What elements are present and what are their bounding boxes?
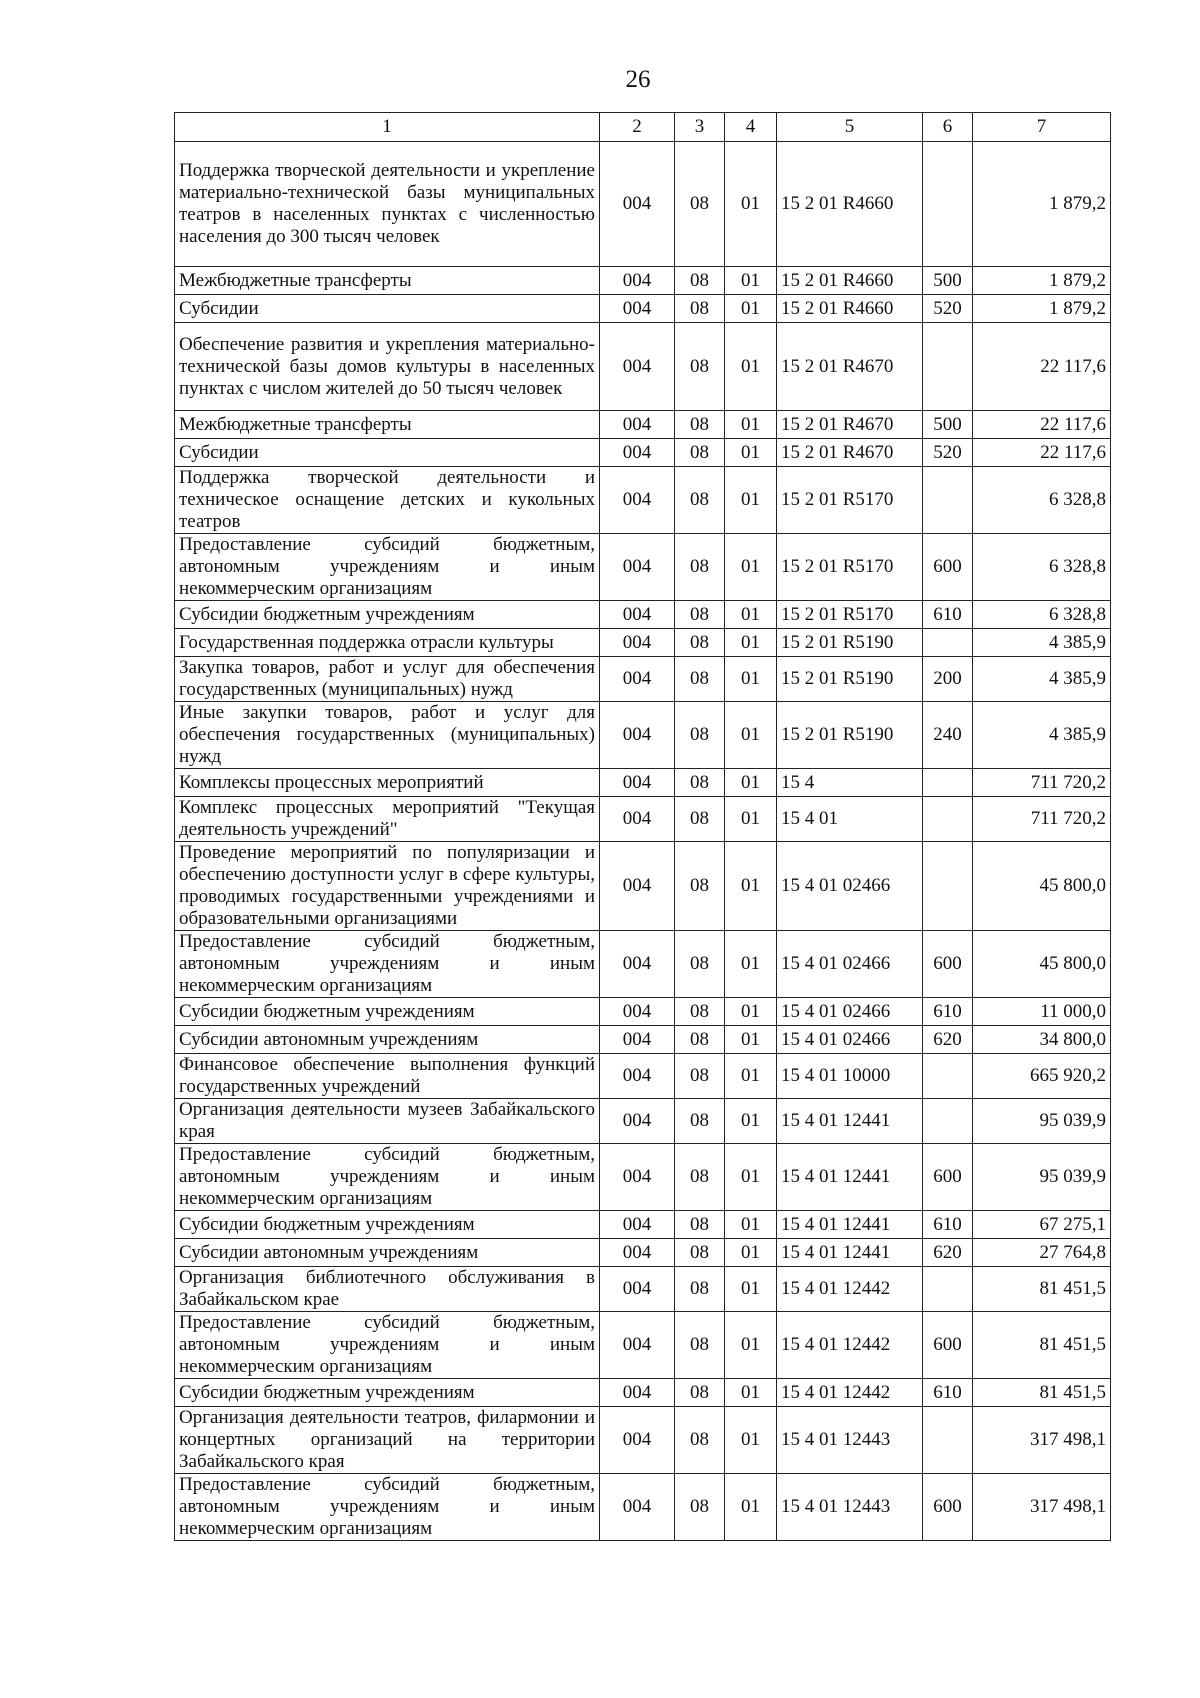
row-subsection-code: 01 [725,1267,777,1312]
row-grbs-code: 004 [600,1099,675,1144]
row-description: Субсидии [175,439,600,467]
row-section-code: 08 [675,267,725,295]
row-amount: 81 451,5 [973,1379,1111,1407]
row-grbs-code: 004 [600,1312,675,1379]
row-description: Субсидии бюджетным учреждениям [175,1211,600,1239]
row-amount: 6 328,8 [973,467,1111,534]
table-header-row [175,113,1111,142]
row-target-article: 15 2 01 R5190 [777,702,923,769]
page-number: 26 [625,66,651,93]
row-section-code: 08 [675,797,725,842]
row-subsection-code: 01 [725,467,777,534]
row-amount: 95 039,9 [973,1144,1111,1211]
row-expense-type [923,842,973,931]
row-description: Субсидии бюджетным учреждениям [175,998,600,1026]
row-grbs-code: 004 [600,411,675,439]
row-grbs-code: 004 [600,534,675,601]
row-description: Комплекс процессных мероприятий "Текущая деятельность учреждений" [175,797,600,842]
row-section-code: 08 [675,411,725,439]
row-target-article: 15 2 01 R4670 [777,411,923,439]
row-description: Предоставление субсидий бюджетным, автономным учреждениям и иным некоммерческим организациям [175,1144,600,1211]
row-subsection-code: 01 [725,629,777,657]
row-subsection-code: 01 [725,1239,777,1267]
row-subsection-code: 01 [725,1379,777,1407]
row-section-code: 08 [675,931,725,998]
row-grbs-code: 004 [600,295,675,323]
row-amount: 95 039,9 [973,1099,1111,1144]
row-amount: 4 385,9 [973,702,1111,769]
row-target-article: 15 4 01 02466 [777,1026,923,1054]
row-section-code: 08 [675,1099,725,1144]
row-expense-type: 620 [923,1026,973,1054]
row-subsection-code: 01 [725,1099,777,1144]
row-target-article: 15 4 01 12441 [777,1211,923,1239]
row-grbs-code: 004 [600,1239,675,1267]
row-subsection-code: 01 [725,998,777,1026]
row-expense-type [923,1407,973,1474]
row-description: Иные закупки товаров, работ и услуг для обеспечения государственных (муниципальных) нужд [175,702,600,769]
row-section-code: 08 [675,769,725,797]
row-grbs-code: 004 [600,931,675,998]
row-target-article: 15 4 01 12441 [777,1099,923,1144]
row-grbs-code: 004 [600,467,675,534]
row-target-article: 15 2 01 R5190 [777,657,923,702]
table-row [175,467,1111,534]
row-expense-type: 610 [923,1379,973,1407]
column-header-7: 7 [973,113,1111,142]
row-grbs-code: 004 [600,629,675,657]
row-description: Комплексы процессных мероприятий [175,769,600,797]
row-expense-type: 520 [923,295,973,323]
table-row [175,797,1111,842]
table-body [175,142,1111,1541]
table-row [175,1099,1111,1144]
row-grbs-code: 004 [600,1267,675,1312]
row-expense-type [923,629,973,657]
row-grbs-code: 004 [600,1211,675,1239]
row-description: Субсидии автономным учреждениям [175,1239,600,1267]
row-target-article: 15 4 01 [777,797,923,842]
row-expense-type: 600 [923,1312,973,1379]
row-description: Субсидии бюджетным учреждениям [175,1379,600,1407]
table-row [175,439,1111,467]
table-row [175,1144,1111,1211]
table-row [175,267,1111,295]
row-target-article: 15 2 01 R4670 [777,439,923,467]
table-row [175,769,1111,797]
row-subsection-code: 01 [725,411,777,439]
row-target-article: 15 4 01 12442 [777,1267,923,1312]
row-subsection-code: 01 [725,769,777,797]
row-section-code: 08 [675,439,725,467]
row-target-article: 15 4 01 02466 [777,842,923,931]
row-section-code: 08 [675,1239,725,1267]
row-section-code: 08 [675,998,725,1026]
row-description: Предоставление субсидий бюджетным, автономным учреждениям и иным некоммерческим организациям [175,534,600,601]
row-expense-type [923,769,973,797]
row-grbs-code: 004 [600,439,675,467]
table-row [175,629,1111,657]
table-row [175,1407,1111,1474]
row-amount: 665 920,2 [973,1054,1111,1099]
row-section-code: 08 [675,534,725,601]
row-target-article: 15 2 01 R5190 [777,629,923,657]
table-row [175,295,1111,323]
row-grbs-code: 004 [600,1379,675,1407]
column-header-1: 1 [175,113,600,142]
row-grbs-code: 004 [600,769,675,797]
row-target-article: 15 4 01 12443 [777,1474,923,1541]
column-header-2: 2 [600,113,675,142]
table-row [175,411,1111,439]
row-target-article: 15 4 01 12443 [777,1407,923,1474]
row-section-code: 08 [675,1267,725,1312]
row-amount: 317 498,1 [973,1474,1111,1541]
row-grbs-code: 004 [600,1407,675,1474]
row-amount: 22 117,6 [973,439,1111,467]
row-subsection-code: 01 [725,1407,777,1474]
row-section-code: 08 [675,295,725,323]
row-expense-type: 620 [923,1239,973,1267]
row-expense-type [923,323,973,411]
table-row [175,142,1111,267]
table-row [175,998,1111,1026]
row-expense-type [923,797,973,842]
row-description: Субсидии бюджетным учреждениям [175,601,600,629]
row-description: Предоставление субсидий бюджетным, автономным учреждениям и иным некоммерческим организациям [175,1474,600,1541]
row-expense-type: 610 [923,601,973,629]
row-grbs-code: 004 [600,267,675,295]
table-row [175,1026,1111,1054]
column-header-6: 6 [923,113,973,142]
row-grbs-code: 004 [600,323,675,411]
row-subsection-code: 01 [725,1211,777,1239]
row-section-code: 08 [675,657,725,702]
row-section-code: 08 [675,629,725,657]
row-description: Государственная поддержка отрасли культуры [175,629,600,657]
row-amount: 711 720,2 [973,769,1111,797]
table-row [175,1474,1111,1541]
row-section-code: 08 [675,1312,725,1379]
row-description: Организация библиотечного обслуживания в Забайкальском крае [175,1267,600,1312]
row-description: Межбюджетные трансферты [175,267,600,295]
row-amount: 22 117,6 [973,411,1111,439]
row-target-article: 15 2 01 R4660 [777,267,923,295]
row-target-article: 15 2 01 R4670 [777,323,923,411]
row-section-code: 08 [675,323,725,411]
row-subsection-code: 01 [725,323,777,411]
row-description: Поддержка творческой деятельности и техническое оснащение детских и кукольных театров [175,467,600,534]
row-subsection-code: 01 [725,1312,777,1379]
table-row [175,842,1111,931]
row-expense-type [923,1054,973,1099]
row-description: Предоставление субсидий бюджетным, автономным учреждениям и иным некоммерческим организациям [175,1312,600,1379]
row-description: Закупка товаров, работ и услуг для обеспечения государственных (муниципальных) нужд [175,657,600,702]
row-expense-type [923,1267,973,1312]
row-amount: 22 117,6 [973,323,1111,411]
table-row [175,323,1111,411]
row-amount: 45 800,0 [973,931,1111,998]
row-grbs-code: 004 [600,842,675,931]
row-target-article: 15 2 01 R4660 [777,142,923,267]
row-section-code: 08 [675,1211,725,1239]
table-row [175,1239,1111,1267]
table-row [175,1211,1111,1239]
table-row [175,1379,1111,1407]
row-description: Межбюджетные трансферты [175,411,600,439]
budget-table [174,112,1111,1541]
row-subsection-code: 01 [725,439,777,467]
row-grbs-code: 004 [600,998,675,1026]
row-subsection-code: 01 [725,267,777,295]
table-row [175,702,1111,769]
row-amount: 27 764,8 [973,1239,1111,1267]
row-target-article: 15 4 01 10000 [777,1054,923,1099]
row-section-code: 08 [675,1144,725,1211]
row-grbs-code: 004 [600,1054,675,1099]
row-subsection-code: 01 [725,295,777,323]
row-section-code: 08 [675,142,725,267]
row-subsection-code: 01 [725,797,777,842]
row-target-article: 15 4 01 12442 [777,1312,923,1379]
row-subsection-code: 01 [725,1144,777,1211]
row-description: Поддержка творческой деятельности и укрепление материально-технической базы муниципальных театров в населенных пунктах с численностью населения до 300 тысяч человек [175,142,600,267]
row-section-code: 08 [675,601,725,629]
row-amount: 1 879,2 [973,267,1111,295]
row-expense-type: 600 [923,931,973,998]
column-header-4: 4 [725,113,777,142]
row-section-code: 08 [675,1474,725,1541]
row-expense-type [923,1099,973,1144]
row-expense-type: 200 [923,657,973,702]
row-subsection-code: 01 [725,601,777,629]
row-description: Субсидии [175,295,600,323]
row-description: Организация деятельности музеев Забайкальского края [175,1099,600,1144]
row-section-code: 08 [675,1054,725,1099]
row-section-code: 08 [675,1026,725,1054]
row-amount: 1 879,2 [973,295,1111,323]
table-row [175,1312,1111,1379]
row-amount: 317 498,1 [973,1407,1111,1474]
column-header-3: 3 [675,113,725,142]
row-section-code: 08 [675,1379,725,1407]
row-subsection-code: 01 [725,1026,777,1054]
row-amount: 4 385,9 [973,629,1111,657]
row-expense-type: 610 [923,1211,973,1239]
table-row [175,931,1111,998]
row-subsection-code: 01 [725,1474,777,1541]
row-target-article: 15 2 01 R4660 [777,295,923,323]
row-subsection-code: 01 [725,842,777,931]
row-amount: 11 000,0 [973,998,1111,1026]
row-expense-type: 520 [923,439,973,467]
row-amount: 45 800,0 [973,842,1111,931]
row-grbs-code: 004 [600,1144,675,1211]
table-row [175,1267,1111,1312]
table-row [175,1054,1111,1099]
table-row [175,601,1111,629]
row-grbs-code: 004 [600,142,675,267]
row-amount: 711 720,2 [973,797,1111,842]
row-section-code: 08 [675,702,725,769]
row-expense-type: 500 [923,411,973,439]
row-target-article: 15 4 [777,769,923,797]
row-expense-type: 600 [923,1474,973,1541]
row-amount: 81 451,5 [973,1267,1111,1312]
row-grbs-code: 004 [600,702,675,769]
row-target-article: 15 2 01 R5170 [777,601,923,629]
row-grbs-code: 004 [600,797,675,842]
row-target-article: 15 2 01 R5170 [777,534,923,601]
row-amount: 34 800,0 [973,1026,1111,1054]
table-row [175,534,1111,601]
row-expense-type: 500 [923,267,973,295]
row-target-article: 15 4 01 02466 [777,998,923,1026]
row-amount: 6 328,8 [973,601,1111,629]
row-target-article: 15 2 01 R5170 [777,467,923,534]
row-subsection-code: 01 [725,657,777,702]
row-expense-type [923,142,973,267]
table-row [175,657,1111,702]
row-subsection-code: 01 [725,1054,777,1099]
row-grbs-code: 004 [600,1026,675,1054]
row-expense-type: 600 [923,1144,973,1211]
row-grbs-code: 004 [600,1474,675,1541]
row-expense-type: 610 [923,998,973,1026]
row-expense-type: 600 [923,534,973,601]
row-description: Проведение мероприятий по популяризации и обеспечению доступности услуг в сфере культуры, проводимых государственными учреждениями и образовательными организациями [175,842,600,931]
row-amount: 81 451,5 [973,1312,1111,1379]
row-expense-type [923,467,973,534]
row-subsection-code: 01 [725,142,777,267]
row-description: Финансовое обеспечение выполнения функций государственных учреждений [175,1054,600,1099]
row-target-article: 15 4 01 12441 [777,1144,923,1211]
column-header-5: 5 [777,113,923,142]
row-description: Предоставление субсидий бюджетным, автономным учреждениям и иным некоммерческим организациям [175,931,600,998]
row-target-article: 15 4 01 12441 [777,1239,923,1267]
row-amount: 1 879,2 [973,142,1111,267]
row-target-article: 15 4 01 12442 [777,1379,923,1407]
row-amount: 4 385,9 [973,657,1111,702]
row-grbs-code: 004 [600,657,675,702]
row-expense-type: 240 [923,702,973,769]
row-subsection-code: 01 [725,702,777,769]
row-grbs-code: 004 [600,601,675,629]
row-subsection-code: 01 [725,534,777,601]
row-amount: 6 328,8 [973,534,1111,601]
row-subsection-code: 01 [725,931,777,998]
row-amount: 67 275,1 [973,1211,1111,1239]
row-target-article: 15 4 01 02466 [777,931,923,998]
row-section-code: 08 [675,467,725,534]
row-description: Обеспечение развития и укрепления материально-технической базы домов культуры в населенных пунктах с числом жителей до 50 тысяч человек [175,323,600,411]
row-section-code: 08 [675,1407,725,1474]
row-description: Субсидии автономным учреждениям [175,1026,600,1054]
row-section-code: 08 [675,842,725,931]
row-description: Организация деятельности театров, филармонии и концертных организаций на территории Забайкальского края [175,1407,600,1474]
